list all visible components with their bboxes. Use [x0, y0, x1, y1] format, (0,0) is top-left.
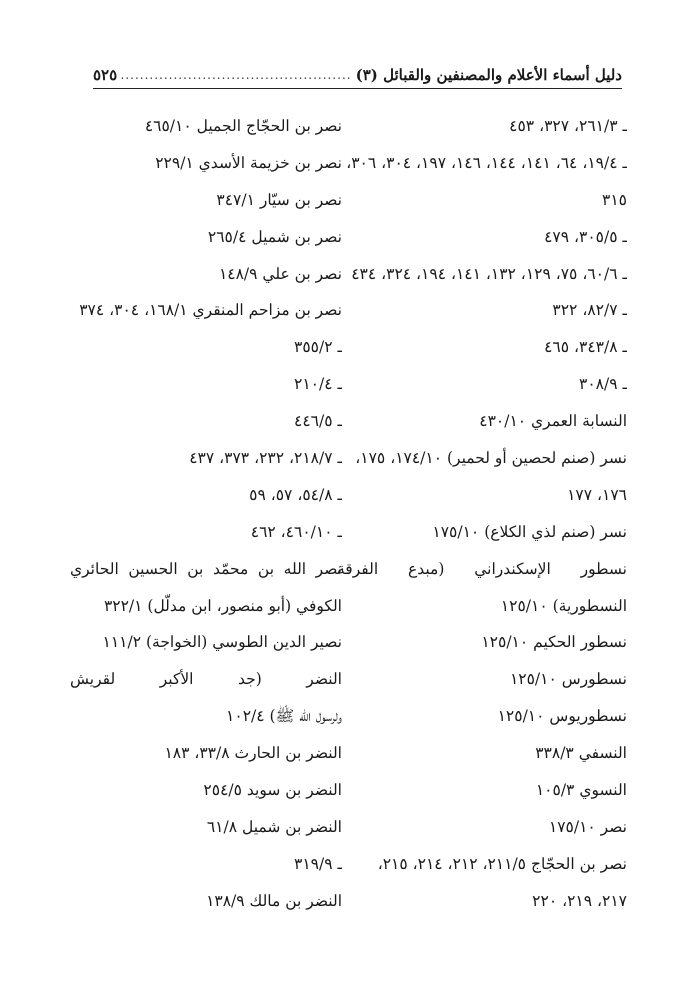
- index-entry: ـ ٤٦٠/١٠، ٤٦٢: [250, 522, 342, 541]
- index-entry: النسوي ١٠٥/٣: [535, 781, 627, 800]
- running-header: [93, 62, 622, 89]
- index-entry: ولرسول الله ﷺ) ١٠٢/٤: [226, 707, 342, 726]
- index-entry: نسطوريوس ١٢٥/١٠: [497, 707, 627, 726]
- index-entry: ـ ٣٤٣/٨، ٤٦٥: [544, 338, 627, 357]
- index-entry: ـ ٣٠٥/٥، ٤٧٩: [544, 227, 627, 246]
- index-entry: ـ ٢٦١/٣، ٣٢٧، ٤٥٣: [509, 117, 627, 135]
- index-entry: النضر بن شميل ٦١/٨: [206, 817, 342, 836]
- index-entry: نصر بن مزاحم المنقري ١٦٨/١، ٣٠٤، ٣٧٤: [79, 301, 342, 320]
- index-entry: نصر بن سيّار ٣٤٧/١: [216, 190, 342, 209]
- index-entry: ٢١٧، ٢١٩، ٢٢٠: [532, 891, 627, 910]
- index-entry: النضر بن سويد ٢٥٤/٥: [203, 781, 342, 800]
- index-entry: ـ ٥٤/٨، ٥٧، ٥٩: [249, 485, 342, 504]
- index-entry: ـ ٨٢/٧، ٣٢٢: [552, 301, 627, 320]
- index-entry: نصر بن علي ١٤٨/٩: [218, 264, 342, 283]
- index-entry: نصر بن خزيمة الأسدي ٢٢٩/١: [155, 153, 342, 172]
- index-entry: نصر ١٧٥/١٠: [548, 817, 627, 836]
- index-entry: نصر بن شميل ٢٦٥/٤: [207, 227, 342, 246]
- index-column-left: [70, 108, 342, 920]
- index-entry: النسفي ٣٣٨/٣: [535, 744, 627, 763]
- header-leader-dots: [121, 68, 351, 82]
- index-entry: نصر بن الحجّاج ٢١١/٥، ٢١٢، ٢١٤، ٢١٥،: [377, 854, 627, 873]
- index-entry: ١٧٦، ١٧٧: [567, 485, 627, 504]
- index-entry: نصر بن الحجّاج الجميل ٤٦٥/١٠: [144, 117, 342, 135]
- index-entry: ـ ٢١٠/٤: [294, 375, 342, 394]
- index-entry: نصر الله بن محمّد بن الحسين الحائري: [70, 559, 342, 578]
- index-entry: النضر (جد الأكبر لقريش: [70, 670, 342, 689]
- index-entry: نسطورس ١٢٥/١٠: [509, 670, 627, 689]
- index-entry: النسطورية) ١٢٥/١٠: [500, 596, 627, 615]
- index-entry: ـ ٣٠٨/٩: [579, 375, 627, 394]
- index-entry: نسطور الإسكندراني (مبدع الفرقة: [337, 559, 627, 578]
- index-column-right: [337, 108, 627, 920]
- index-entry: ـ ٦٠/٦، ٧٥، ١٢٩، ١٣٢، ١٤١، ١٩٤، ٣٢٤، ٤٣٤: [351, 264, 627, 283]
- index-entry: نسطور الحكيم ١٢٥/١٠: [481, 633, 627, 652]
- index-entry: نسر (صنم لذي الكلاع) ١٧٥/١٠: [432, 522, 627, 541]
- header-title: دليل أسماء الأعلام والمصنفين والقبائل (٣): [355, 66, 622, 84]
- index-entry: ـ ١٩/٤، ٦٤، ١٤١، ١٤٤، ١٤٦، ١٩٧، ٣٠٤، ٣٠٦،: [346, 153, 627, 172]
- index-entry: نصير الدين الطوسي (الخواجة) ١١١/٢: [102, 633, 342, 652]
- index-entry: ـ ٤٤٦/٥: [294, 412, 342, 431]
- index-entry: ـ ٢١٨/٧، ٢٣٢، ٣٧٣، ٤٣٧: [189, 449, 342, 468]
- index-entry: الكوفي (أبو منصور، ابن مدلّل) ٣٢٢/١: [103, 596, 342, 615]
- page-number: ٥٢٥: [93, 66, 118, 84]
- index-entry: ـ ٣٥٥/٢: [294, 338, 342, 357]
- index-entry: النضر بن الحارث ٣٣/٨، ١٨٣: [164, 744, 342, 763]
- index-entry: النسابة العمري ٤٣٠/١٠: [479, 412, 627, 431]
- index-entry: ـ ٣١٩/٩: [294, 854, 342, 873]
- index-entry: نسر (صنم لحصين أو لحمير) ١٧٤/١٠، ١٧٥،: [355, 449, 627, 468]
- index-entry: النضر بن مالك ١٣٨/٩: [206, 891, 342, 910]
- index-entry: ٣١٥: [602, 190, 627, 209]
